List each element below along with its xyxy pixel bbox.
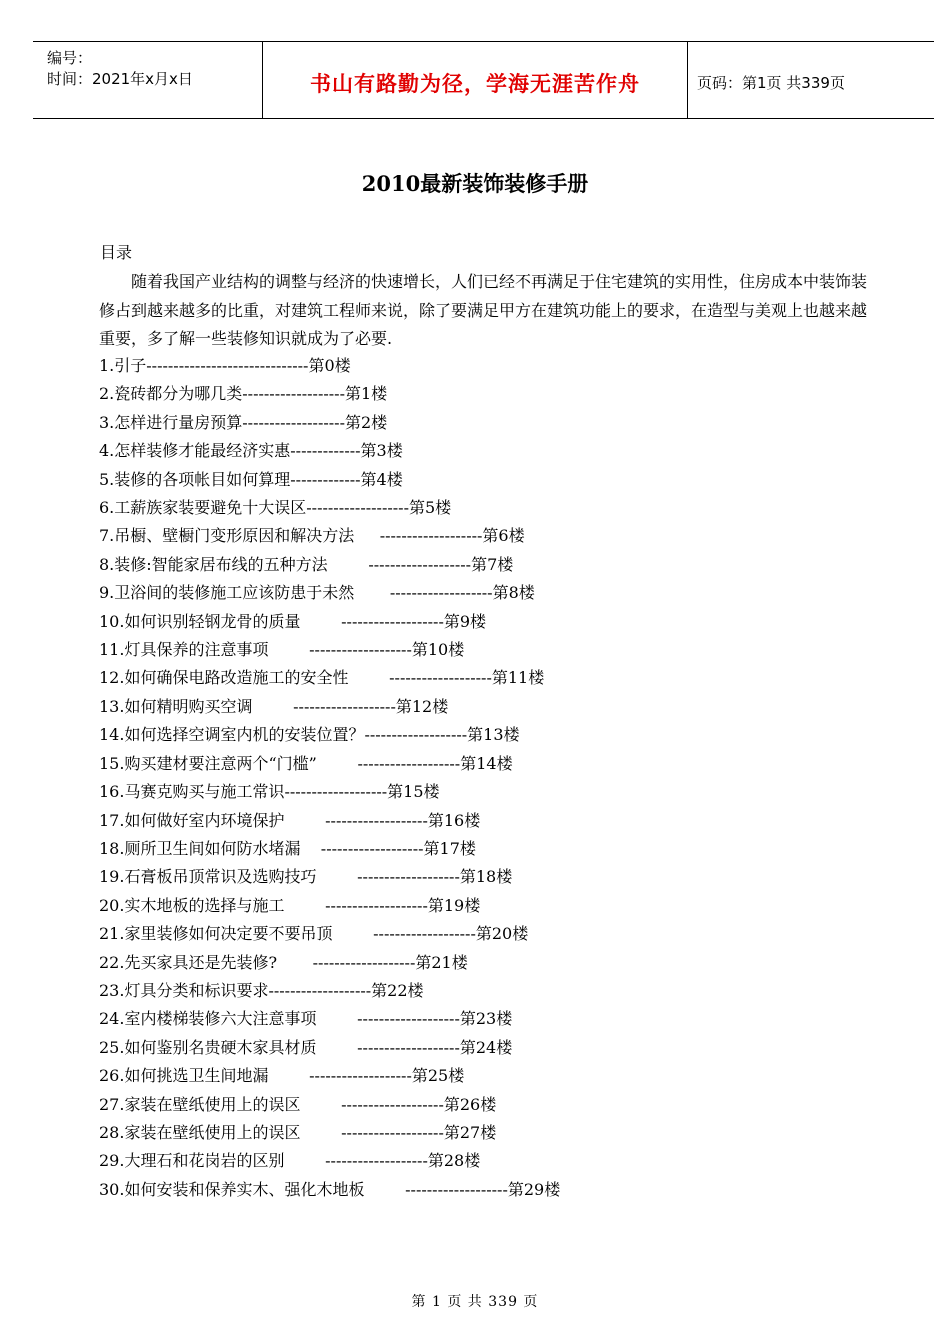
toc-label: 目录 <box>100 243 133 262</box>
toc-entry: 11.灯具保养的注意事项 -------------------第10楼 <box>99 640 465 660</box>
toc-entry: 2.瓷砖都分为哪几类-------------------第1楼 <box>99 384 388 404</box>
toc-entry: 28.家装在壁纸使用上的误区 -------------------第27楼 <box>99 1122 497 1142</box>
toc-entry: 27.家装在壁纸使用上的误区 -------------------第26楼 <box>99 1094 497 1114</box>
toc-entry: 29.大理石和花岗岩的区别 -------------------第28楼 <box>99 1151 481 1171</box>
table-of-contents <box>99 352 560 1204</box>
header-top-rule <box>33 41 934 42</box>
toc-entry: 22.先买家具还是先装修? -------------------第21楼 <box>99 952 468 972</box>
toc-entry: 3.怎样进行量房预算-------------------第2楼 <box>99 412 388 432</box>
toc-entry: 25.如何鉴别名贵硬木家具材质 -------------------第24楼 <box>99 1037 513 1057</box>
toc-entry: 21.家里装修如何决定要不要吊顶 -------------------第20楼 <box>99 924 529 944</box>
toc-entry: 23.灯具分类和标识要求-------------------第22楼 <box>99 980 424 1000</box>
toc-entry: 15.购买建材要注意两个“门槛” -------------------第14楼 <box>99 753 513 773</box>
toc-entry: 18.厕所卫生间如何防水堵漏 -------------------第17楼 <box>99 838 476 858</box>
toc-entry: 13.如何精明购买空调 -------------------第12楼 <box>99 696 449 716</box>
toc-entry: 4.怎样装修才能最经济实惠-------------第3楼 <box>99 441 403 461</box>
toc-entry: 16.马赛克购买与施工常识-------------------第15楼 <box>99 782 440 802</box>
toc-entry: 24.室内楼梯装修六大注意事项 -------------------第23楼 <box>99 1009 513 1029</box>
toc-entry: 17.如何做好室内环境保护 -------------------第16楼 <box>99 810 481 830</box>
header-motto: 书山有路勤为径，学海无涯苦作舟 <box>310 72 640 96</box>
header-meta <box>47 48 193 90</box>
toc-entry: 20.实木地板的选择与施工 -------------------第19楼 <box>99 895 481 915</box>
serial-label: 编号： <box>47 49 93 67</box>
toc-entry: 7.吊橱、壁橱门变形原因和解决方法 -------------------第6楼 <box>99 526 525 546</box>
page-header <box>33 41 934 119</box>
toc-entry: 19.石膏板吊顶常识及选购技巧 -------------------第18楼 <box>99 867 513 887</box>
page-footer: 第 1 页 共 339 页 <box>411 1294 539 1310</box>
toc-entry: 5.装修的各项帐目如何算理-------------第4楼 <box>99 469 403 489</box>
toc-entry: 14.如何选择空调室内机的安装位置？-------------------第13楼 <box>99 725 520 745</box>
document-title: 2010最新装饰装修手册 <box>361 171 589 196</box>
toc-entry: 8.装修:智能家居布线的五种方法 -------------------第7楼 <box>99 554 514 574</box>
toc-entry: 10.如何识别轻钢龙骨的质量 -------------------第9楼 <box>99 611 487 631</box>
header-bottom-rule <box>33 118 934 119</box>
header-divider-right <box>687 41 688 119</box>
toc-entry: 6.工薪族家装要避免十大误区-------------------第5楼 <box>99 498 452 518</box>
header-page-info: 页码：第1页 共339页 <box>697 74 845 92</box>
toc-entry: 26.如何挑选卫生间地漏 -------------------第25楼 <box>99 1066 465 1086</box>
time-line: 时间：2021年x月x日 <box>47 70 193 88</box>
intro-paragraph: 随着我国产业结构的调整与经济的快速增长，人们已经不再满足于住宅建筑的实用性，住房成本中装饰装修占到越来越多的比重，对建筑工程师来说，除了要满足甲方在建筑功能上的要求，在造型与美观上也越来越重要，多了解一些装修知识就成为了必要. <box>99 272 868 348</box>
toc-entry: 30.如何安装和保养实木、强化木地板 -------------------第29楼 <box>99 1179 561 1199</box>
toc-entry: 9.卫浴间的装修施工应该防患于未然 -------------------第8楼 <box>99 583 535 603</box>
toc-entry: 12.如何确保电路改造施工的安全性 -------------------第11楼 <box>99 668 545 688</box>
toc-entry: 1.引子------------------------------第0楼 <box>99 356 351 375</box>
